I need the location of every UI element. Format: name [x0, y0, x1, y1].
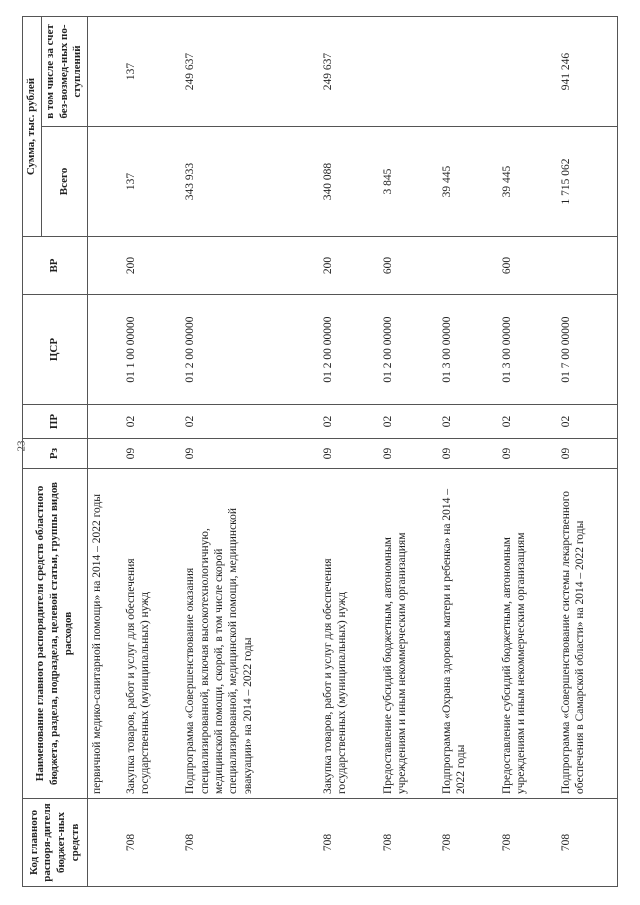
cell-total: 340 088: [319, 127, 378, 237]
page-number: 23: [15, 440, 28, 452]
table-row: [379, 16, 438, 886]
cell-pr: 02: [319, 405, 378, 439]
header-code: Код главного распоря-дителя бюджет-ных средств: [23, 799, 88, 887]
table-row: [498, 16, 557, 886]
cell-csr: 01 3 00 00000: [438, 295, 497, 405]
cell-csr: 01 2 00 00000: [319, 295, 378, 405]
header-csr: ЦСР: [23, 295, 88, 405]
cell-total: 1 715 062: [557, 127, 617, 237]
rotated-page: [22, 17, 618, 887]
cell-pr: [88, 405, 122, 439]
header-vr: ВР: [23, 237, 88, 295]
cell-vr: [438, 237, 497, 295]
table-row: [181, 16, 319, 886]
table-row: [438, 16, 497, 886]
header-name: Наименование главного распорядителя средств областного бюджета, раздела, подраздела, целевой статьи, группы видов расходов: [23, 469, 88, 799]
cell-free: 249 637: [319, 16, 378, 126]
cell-name: Закупка товаров, работ и услуг для обеспечения государственных (муниципальных) нужд: [319, 469, 378, 799]
table-row: [319, 16, 378, 886]
header-pr: ПР: [23, 405, 88, 439]
cell-rz: [88, 439, 122, 469]
cell-free: 137: [122, 16, 181, 126]
cell-vr: 200: [122, 237, 181, 295]
cell-name: первичной медико-санитарной помощи» на 2014 – 2022 годы: [88, 469, 122, 799]
cell-csr: 01 1 00 00000: [122, 295, 181, 405]
cell-csr: 01 2 00 00000: [181, 295, 319, 405]
cell-total: 39 445: [438, 127, 497, 237]
cell-csr: 01 3 00 00000: [498, 295, 557, 405]
header-sum-group: Сумма, тыс. рублей: [23, 16, 42, 236]
cell-free: 249 637: [181, 16, 319, 126]
header-total: Всего: [41, 127, 87, 237]
cell-rz: 09: [379, 439, 438, 469]
cell-pr: 02: [122, 405, 181, 439]
cell-vr: 600: [379, 237, 438, 295]
cell-vr: 200: [319, 237, 378, 295]
cell-rz: 09: [122, 439, 181, 469]
cell-name: Предоставление субсидий бюджетным, автономным учреждениям и иным некоммерческим организациям: [379, 469, 438, 799]
cell-total: 137: [122, 127, 181, 237]
cell-rz: 09: [319, 439, 378, 469]
cell-total: [88, 127, 122, 237]
cell-vr: [557, 237, 617, 295]
cell-csr: [88, 295, 122, 405]
cell-rz: 09: [181, 439, 319, 469]
header-rz: Рз: [23, 439, 88, 469]
cell-vr: [181, 237, 319, 295]
cell-free: [379, 16, 438, 126]
cell-name: Предоставление субсидий бюджетным, автономным учреждениям и иным некоммерческим организациям: [498, 469, 557, 799]
cell-total: 39 445: [498, 127, 557, 237]
cell-rz: 09: [498, 439, 557, 469]
cell-code: 708: [557, 799, 617, 887]
header-row: [23, 16, 42, 886]
cell-total: 3 845: [379, 127, 438, 237]
cell-name: Подпрограмма «Совершенствование оказания специализированной, включая высокотехнологичную, медицинской помощи, скорой, в том числе скорой специализированной, медицинской помощи, медицинской эвакуации» на 2014 – 2022 годы: [181, 469, 319, 799]
cell-total: 343 933: [181, 127, 319, 237]
budget-table: [22, 16, 618, 887]
cell-pr: 02: [181, 405, 319, 439]
cell-code: 708: [122, 799, 181, 887]
cell-code: 708: [319, 799, 378, 887]
cell-vr: [88, 237, 122, 295]
cell-code: 708: [379, 799, 438, 887]
cell-vr: 600: [498, 237, 557, 295]
cell-code: 708: [181, 799, 319, 887]
header-free: в том числе за счет без-возмед-ных по-ступлений: [41, 16, 87, 126]
cell-code: 708: [438, 799, 497, 887]
cell-name: Закупка товаров, работ и услуг для обеспечения государственных (муниципальных) нужд: [122, 469, 181, 799]
cell-free: [498, 16, 557, 126]
cell-rz: 09: [557, 439, 617, 469]
cell-pr: 02: [438, 405, 497, 439]
cell-pr: 02: [379, 405, 438, 439]
cell-pr: 02: [557, 405, 617, 439]
cell-free: 941 246: [557, 16, 617, 126]
table-row: [88, 16, 122, 886]
cell-name: Подпрограмма «Охрана здоровья матери и ребенка» на 2014 – 2022 годы: [438, 469, 497, 799]
cell-pr: 02: [498, 405, 557, 439]
cell-rz: 09: [438, 439, 497, 469]
cell-code: [88, 799, 122, 887]
cell-code: 708: [498, 799, 557, 887]
cell-free: [88, 16, 122, 126]
table-row: [122, 16, 181, 886]
cell-free: [438, 16, 497, 126]
cell-csr: 01 7 00 00000: [557, 295, 617, 405]
cell-csr: 01 2 00 00000: [379, 295, 438, 405]
cell-name: Подпрограмма «Совершенствование системы лекарственного обеспечения в Самарской области» на 2014 – 2022 годы: [557, 469, 617, 799]
table-row: [557, 16, 617, 886]
